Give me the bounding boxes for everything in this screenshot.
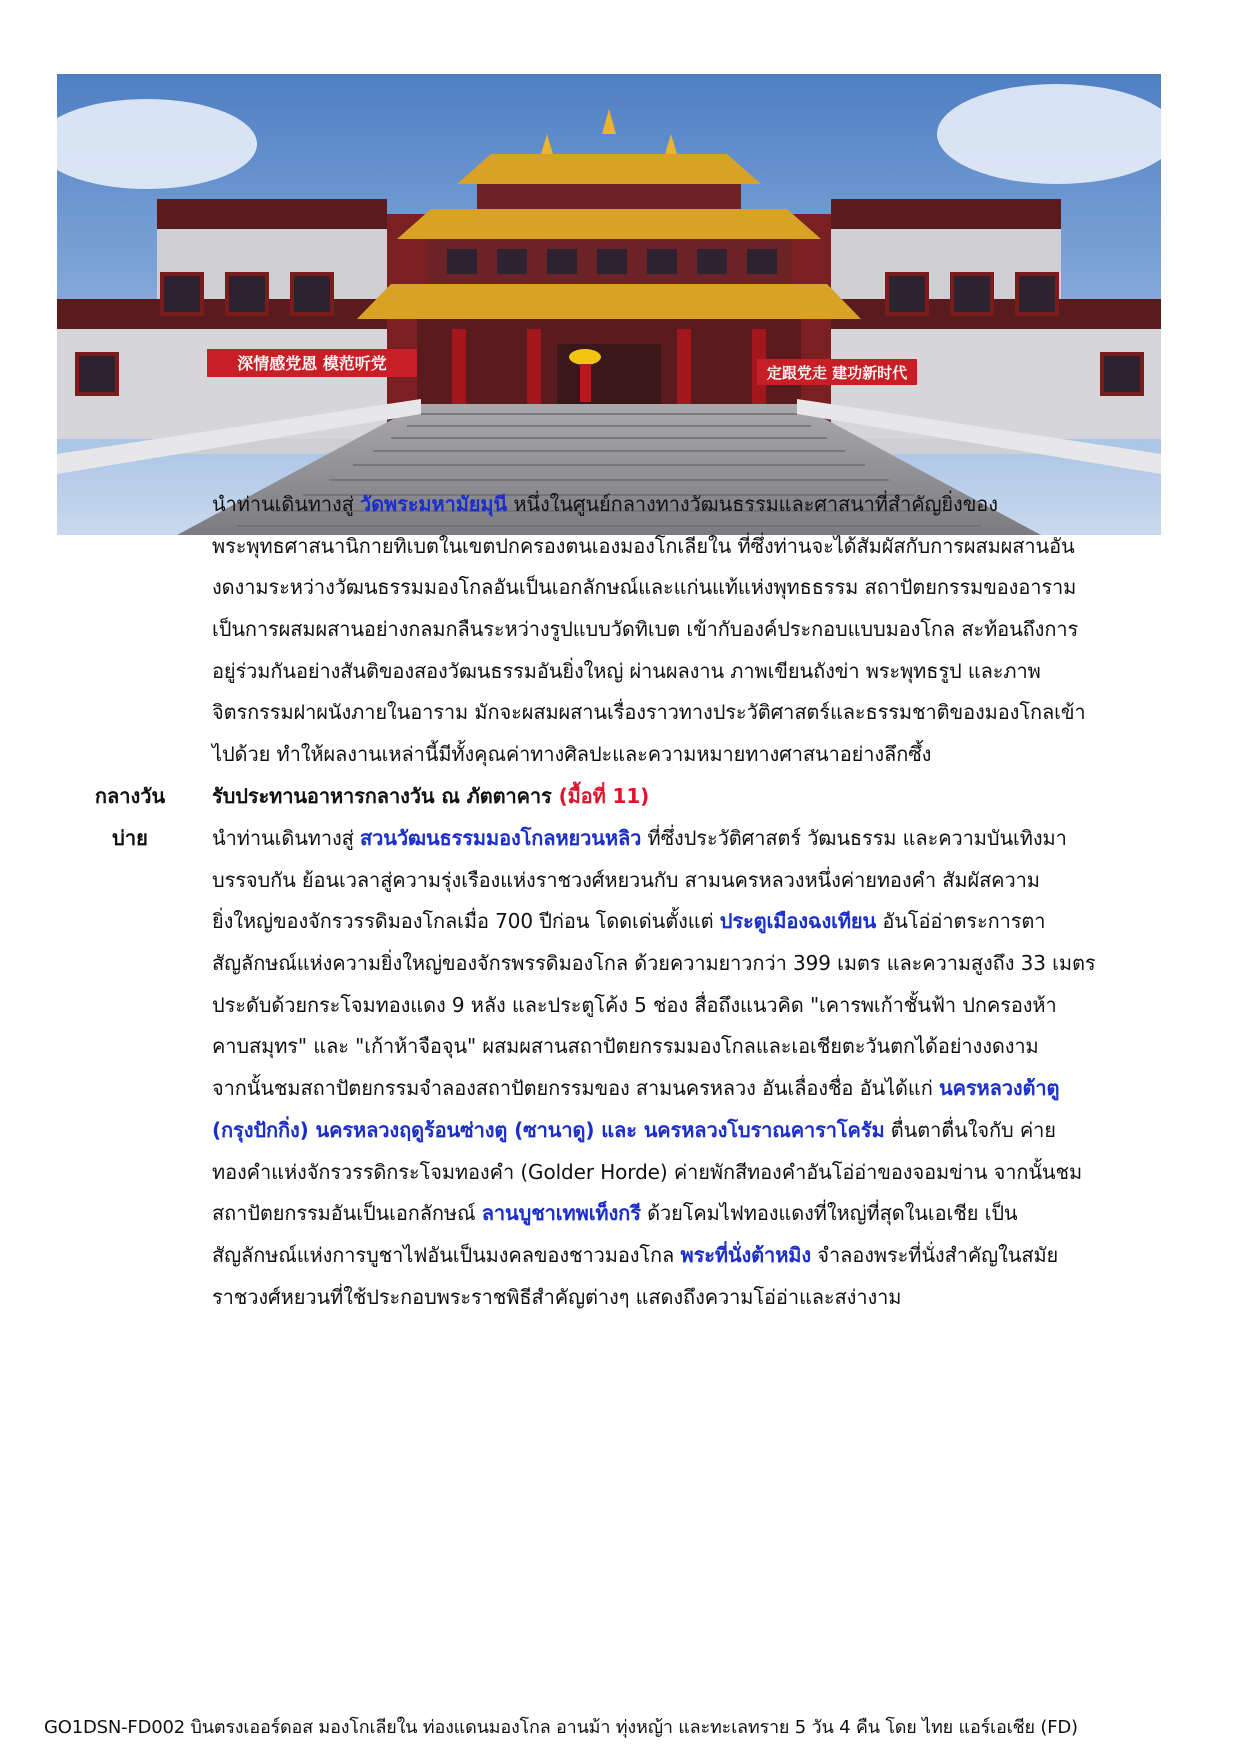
- yellow-umbrella: [569, 349, 601, 365]
- park-name-highlight: สวนวัฒนธรรมมองโกลหยวนหลิว: [360, 826, 642, 850]
- text-line: คาบสมุทร" และ "เก้าห้าจือจุน" ผสมผสานสถาปัตยกรรมมองโกลและเอเชียตะวันตกได้อย่างงดงาม: [212, 1034, 1039, 1059]
- text-fragment: อันโอ่อ่าตระการตา: [876, 909, 1046, 934]
- text-fragment: สถาปัตยกรรมอันเป็นเอกลักษณ์: [212, 1201, 482, 1226]
- temple-paragraph: [212, 484, 1167, 776]
- text-line: สัญลักษณ์แห่งความยิ่งใหญ่ของจักรพรรดิมองโกล ด้วยความยาวกว่า 399 เมตร และความสูงถึง 33 เมตร: [212, 951, 1096, 976]
- text-line: อยู่ร่วมกันอย่างสันติของสองวัฒนธรรมอันยิ่งใหญ่ ผ่านผลงาน ภาพเขียนถังข่า พระพุทธรูป และภาพ: [212, 658, 1041, 683]
- text-fragment: นำท่านเดินทางสู่: [212, 492, 361, 516]
- daming-hall-highlight: พระที่นั่งต้าหมิง: [680, 1242, 812, 1267]
- text-line: [212, 1068, 1167, 1110]
- capitals-highlight: (กรุงปักกิ่ง) นครหลวงฤดูร้อนซ่างตู (ซานาดู) และ นครหลวงโบราณคาราโครัม: [212, 1117, 885, 1142]
- text-line: พระพุทธศาสนานิกายทิเบตในเขตปกครองตนเองมองโกเลียใน ที่ซึ่งท่านจะได้สัมผัสกับการผสมผสานอัน: [212, 533, 1075, 558]
- tengri-altar-highlight: ลานบูชาเทพเท็งกรี: [481, 1201, 641, 1226]
- cultural-park-paragraph: [212, 818, 1167, 1318]
- left-banner-text: 深情感党恩 模范听党: [237, 354, 387, 373]
- text-line: งดงามระหว่างวัฒนธรรมมองโกลอันเป็นเอกลักษณ์และแก่นแท้แห่งพุทธธรรม สถาปัตยกรรมของอาราม: [212, 575, 1077, 600]
- upper-roof: [457, 154, 761, 184]
- right-banner-text: 定跟党走 建功新时代: [766, 364, 908, 382]
- text-line: จิตรกรรมฝาผนังภายในอาราม มักจะผสมผสานเรื่องราวทางประวัติศาสตร์และธรรมชาติของมองโกลเข้า: [212, 700, 1086, 725]
- text-line: [212, 818, 1167, 860]
- text-line: [212, 1193, 1167, 1235]
- text-fragment: จากนั้นชมสถาปัตยกรรมจำลองสถาปัตยกรรมของ สามนครหลวง อันเลื่องชื่อ อันได้แก่: [212, 1076, 939, 1101]
- lunch-time-label: กลางวัน: [94, 784, 166, 808]
- text-line: [212, 1235, 1167, 1277]
- meal-number: (มื้อที่ 11): [558, 784, 650, 808]
- person: [580, 364, 591, 402]
- gate-name-highlight: ประตูเมืองฉงเทียน: [719, 909, 877, 934]
- upper-story: [477, 184, 741, 209]
- text-line: ราชวงศ์หยวนที่ใช้ประกอบพระราชพิธีสำคัญต่างๆ แสดงถึงความโอ่อ่าและสง่างาม: [212, 1284, 902, 1309]
- lunch-text-line: [212, 776, 1167, 818]
- text-line: [212, 901, 1167, 943]
- text-line: ไปด้วย ทำให้ผลงานเหล่านี้มีทั้งคุณค่าทางศิลปะและความหมายทางศาสนาอย่างลึกซึ้ง: [212, 742, 932, 767]
- text-fragment: ยิ่งใหญ่ของจักรวรรดิมองโกลเมื่อ 700 ปีก่อน โดดเด่นตั้งแต่: [212, 909, 720, 934]
- text-fragment: หนึ่งในศูนย์กลางทางวัฒนธรรมและศาสนาที่สำคัญยิ่งของ: [507, 492, 998, 516]
- lunch-line: [212, 776, 1167, 818]
- right-wing-cornice: [831, 199, 1061, 229]
- afternoon-time-label: บ่าย: [112, 826, 148, 850]
- left-wing-cornice: [157, 199, 387, 229]
- temple-name-highlight: วัดพระมหามัยมุนี: [360, 492, 508, 516]
- monastery-photo: [57, 74, 1161, 535]
- text-line: บรรจบกัน ย้อนเวลาสู่ความรุ่งเรืองแห่งราชวงศ์หยวนกับ สามนครหลวงหนึ่งค่ายทองคำ สัมผัสความ: [212, 867, 1040, 892]
- text-fragment: จำลองพระที่นั่งสำคัญในสมัย: [811, 1242, 1059, 1267]
- middle-roof: [397, 209, 821, 239]
- text-fragment: ที่ซึ่งประวัติศาสตร์ วัฒนธรรม และความบันเทิงมา: [641, 826, 1067, 850]
- text-fragment: นำท่านเดินทางสู่: [212, 826, 361, 850]
- text-fragment: ตื่นตาตื่นใจกับ ค่าย: [884, 1117, 1056, 1142]
- text-fragment: ด้วยโคมไฟทองแดงที่ใหญ่ที่สุดในเอเชีย เป็น: [640, 1201, 1018, 1226]
- text-line: ทองคำแห่งจักรวรรดิกระโจมทองคำ (Golder Horde) ค่ายพักสีทองคำอันโอ่อ่าของจอมข่าน จากนั้นชม: [212, 1159, 1083, 1184]
- text-line: [212, 484, 1167, 526]
- text-line: [212, 1110, 1167, 1152]
- lower-roof: [357, 284, 861, 319]
- monastery-illustration: [57, 74, 1161, 535]
- lunch-text: รับประทานอาหารกลางวัน ณ ภัตตาคาร: [212, 784, 559, 808]
- text-fragment: สัญลักษณ์แห่งการบูชาไฟอันเป็นมงคลของชาวมองโกล: [212, 1242, 681, 1267]
- capital-name-highlight: นครหลวงต้าตู: [939, 1076, 1060, 1101]
- page-footer: GO1DSN-FD002 บินตรงเออร์ดอส มองโกเลียใน ท่องแดนมองโกล อานม้า ทุ่งหญ้า และทะเลทราย 5 วัน 4 คืน โดย ไทย แอร์เอเชีย (FD): [44, 1717, 1078, 1738]
- text-line: เป็นการผสมผสานอย่างกลมกลืนระหว่างรูปแบบวัดทิเบต เข้ากับองค์ประกอบแบบมองโกล สะท้อนถึงการ: [212, 617, 1079, 642]
- text-line: ประดับด้วยกระโจมทองแดง 9 หลัง และประตูโค้ง 5 ช่อง สื่อถึงแนวคิด "เคารพเก้าชั้นฟ้า ปกครองห้า: [212, 992, 1057, 1017]
